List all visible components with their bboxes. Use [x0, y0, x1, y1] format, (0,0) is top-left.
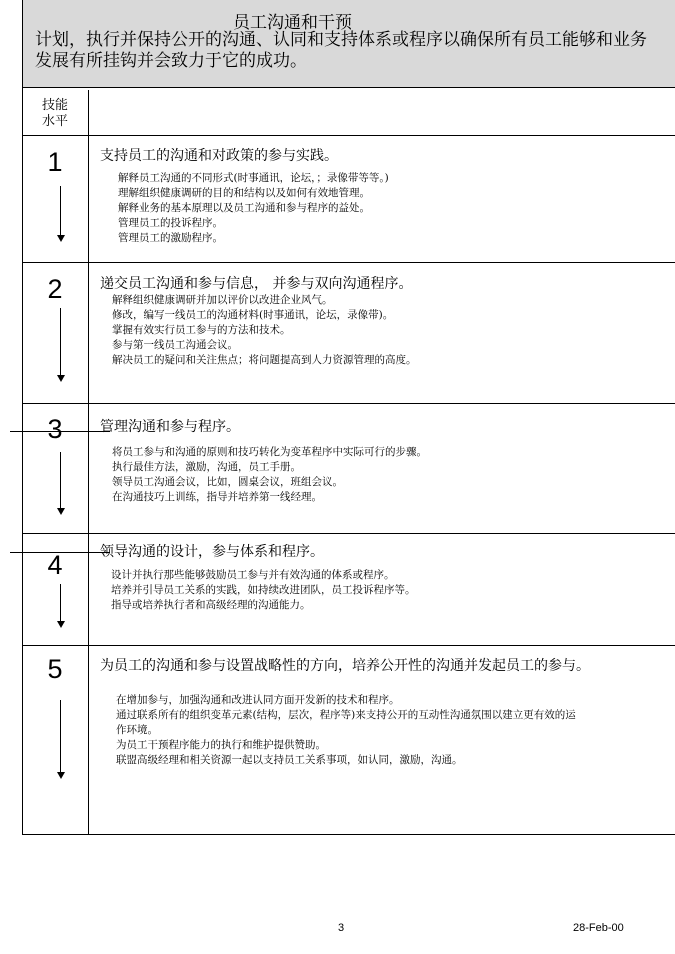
level-title: 支持员工的沟通和对政策的参与实践。	[100, 148, 338, 164]
down-arrow-icon	[60, 700, 61, 773]
level-number: 2	[47, 274, 63, 304]
page-title: 员工沟通和干预	[233, 13, 352, 33]
row-divider	[22, 135, 675, 136]
level-items	[111, 568, 416, 613]
level-title: 管理沟通和参与程序。	[100, 419, 240, 435]
level-number: 5	[47, 654, 63, 684]
level-items	[118, 171, 389, 246]
arrowhead-icon	[57, 235, 65, 242]
list-item: 管理员工的投诉程序。	[118, 217, 223, 229]
list-item: 解决员工的疑问和关注焦点；将问题提高到人力资源管理的高度。	[112, 354, 417, 366]
list-item: 解释员工沟通的不同形式(时事通讯，论坛，；录像带等等。)	[118, 172, 389, 184]
column-header-line: 水平	[41, 114, 68, 129]
level-title: 递交员工沟通和参与信息， 并参与双向沟通程序。	[100, 276, 413, 292]
footer-date: 28-Feb-00	[573, 922, 624, 934]
level-items	[116, 693, 576, 768]
description-line: 发展有所挂钩并会致力于它的成功。	[35, 51, 307, 71]
down-arrow-icon	[60, 308, 61, 376]
list-item: 指导或培养执行者和高级经理的沟通能力。	[111, 599, 311, 611]
level-number: 4	[47, 550, 63, 580]
page-header	[22, 0, 675, 88]
down-arrow-icon	[60, 186, 61, 236]
column-header-line: 技能	[41, 98, 68, 113]
row-divider	[22, 403, 675, 404]
level-title: 为员工的沟通和参与设置战略性的方向，培养公开性的沟通并发起员工的参与。	[100, 658, 590, 674]
list-item: 设计并执行那些能够鼓励员工参与并有效沟通的体系或程序。	[111, 569, 395, 581]
level-title: 领导沟通的设计，参与体系和程序。	[100, 544, 324, 560]
skill-level-column-header	[22, 98, 88, 130]
level-number: 1	[47, 147, 63, 177]
list-item: 将员工参与和沟通的原则和技巧转化为变革程序中实际可行的步骤。	[112, 446, 427, 458]
page-description	[35, 30, 647, 72]
level-number: 3	[47, 414, 63, 444]
list-item: 联盟高级经理和相关资源一起以支持员工关系事项，如认同，激励，沟通。	[116, 754, 463, 766]
list-item: 领导员工沟通会议，比如，圆桌会议，班组会议。	[112, 476, 343, 488]
list-item: 理解组织健康调研的目的和结构以及如何有效地管理。	[118, 187, 370, 199]
level-items	[112, 445, 427, 505]
list-item: 执行最佳方法，激励，沟通，员工手册。	[112, 461, 301, 473]
down-arrow-icon	[60, 584, 61, 622]
list-item: 在沟通技巧上训练，指导并培养第一线经理。	[112, 491, 322, 503]
arrowhead-icon	[57, 621, 65, 628]
list-item: 管理员工的激励程序。	[118, 232, 223, 244]
column-divider	[88, 90, 89, 835]
level-items	[112, 293, 417, 368]
list-item: 通过联系所有的组织变革元素(结构，层次，程序等)来支持公开的互动性沟通氛围以建立更有效的运	[116, 709, 576, 721]
list-item: 修改，编写一线员工的沟通材料(时事通讯，论坛，录像带)。	[112, 309, 394, 321]
arrowhead-icon	[57, 375, 65, 382]
list-item: 培养并引导员工关系的实践，如持续改进团队，员工投诉程序等。	[111, 584, 416, 596]
list-item: 参与第一线员工沟通会议。	[112, 339, 238, 351]
list-item: 解释组织健康调研并加以评价以改进企业风气。	[112, 294, 333, 306]
down-arrow-icon	[60, 452, 61, 509]
list-item: 掌握有效实行员工参与的方法和技术。	[112, 324, 291, 336]
list-item: 在增加参与，加强沟通和改进认同方面开发新的技术和程序。	[116, 694, 400, 706]
list-item: 解释业务的基本原理以及员工沟通和参与程序的益处。	[118, 202, 370, 214]
description-line: 计划，执行并保持公开的沟通、认同和支持体系或程序以确保所有员工能够和业务	[35, 30, 647, 50]
list-item: 作环境。	[116, 724, 158, 736]
row-divider	[22, 262, 675, 263]
row-divider	[22, 533, 675, 534]
list-item: 为员工干预程序能力的执行和维护提供赞助。	[116, 739, 326, 751]
page-number: 3	[338, 922, 345, 934]
arrowhead-icon	[57, 508, 65, 515]
arrowhead-icon	[57, 772, 65, 779]
row-divider	[22, 645, 675, 646]
